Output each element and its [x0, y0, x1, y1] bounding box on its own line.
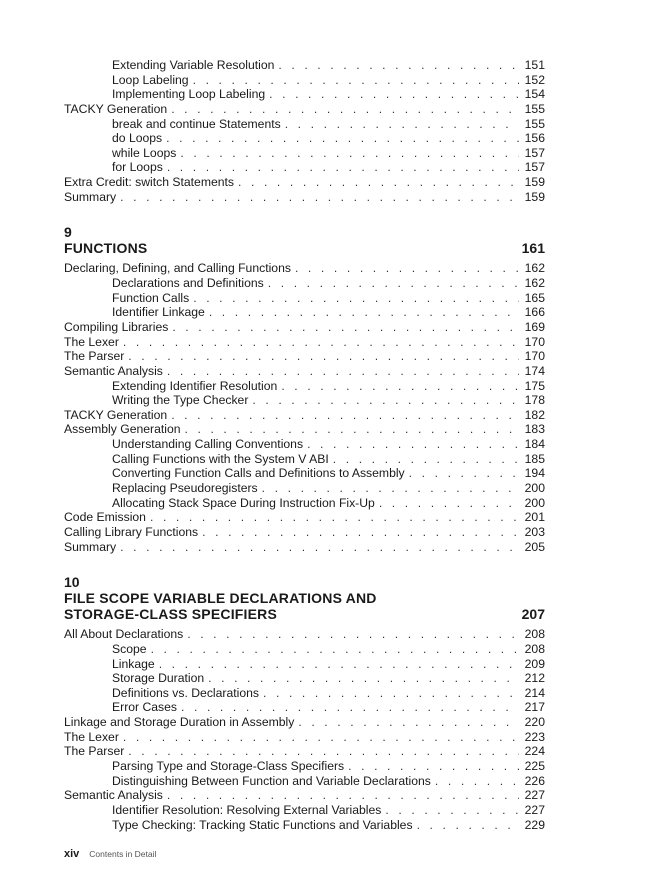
dot-leader	[417, 818, 519, 833]
toc-subentry	[64, 452, 545, 467]
entry-title: break and continue Statements	[112, 116, 281, 131]
entry-page-number: 226	[524, 773, 545, 788]
entry-title: The Lexer	[64, 729, 119, 744]
toc-entry	[64, 788, 545, 803]
dot-leader	[181, 700, 519, 715]
entry-title: All About Declarations	[64, 627, 184, 642]
toc-entry	[64, 175, 545, 190]
dot-leader	[252, 393, 519, 408]
toc-subentry	[64, 305, 545, 320]
entry-page-number: 182	[524, 407, 545, 422]
entry-page-number: 212	[524, 671, 545, 686]
dot-leader	[385, 803, 519, 818]
toc-subentry	[64, 131, 545, 146]
entry-title: Semantic Analysis	[64, 788, 163, 803]
entry-title: Identifier Resolution: Resolving External Variables	[112, 802, 382, 817]
entry-page-number: 200	[524, 495, 545, 510]
dot-leader	[151, 642, 519, 657]
entry-page-number: 205	[524, 539, 545, 554]
entry-page-number: 178	[524, 393, 545, 408]
entry-title: TACKY Generation	[64, 101, 168, 116]
entry-title: Calling Library Functions	[64, 524, 199, 539]
dot-leader	[435, 774, 519, 789]
toc-entry	[64, 510, 545, 525]
entry-page-number: 159	[524, 189, 545, 204]
entry-title: Extending Identifier Resolution	[112, 378, 278, 393]
dot-leader	[193, 291, 519, 306]
entry-page-number: 208	[524, 641, 545, 656]
toc-subentry	[64, 73, 545, 88]
entry-title: The Lexer	[64, 334, 119, 349]
toc-subentry	[64, 481, 545, 496]
entry-title: Parsing Type and Storage-Class Specifiers	[112, 758, 345, 773]
dot-leader	[333, 452, 519, 467]
dot-leader	[263, 686, 519, 701]
entry-title: Loop Labeling	[112, 72, 189, 87]
chapter-number: 10	[64, 574, 80, 591]
entry-page-number: 157	[524, 160, 545, 175]
entry-title: Code Emission	[64, 510, 146, 525]
toc-entry	[64, 320, 545, 335]
entry-page-number: 170	[524, 334, 545, 349]
entry-title: Storage Duration	[112, 671, 205, 686]
entry-page-number: 165	[524, 290, 545, 305]
dot-leader	[180, 146, 519, 161]
entry-title: Identifier Linkage	[112, 305, 205, 320]
entry-title: The Parser	[64, 744, 125, 759]
entry-title: Scope	[112, 641, 147, 656]
dot-leader	[209, 305, 519, 320]
chapter-number: 9	[64, 224, 72, 241]
dot-leader	[379, 496, 519, 511]
entry-title: Semantic Analysis	[64, 363, 163, 378]
entry-page-number: 155	[524, 116, 545, 131]
entry-title: Distinguishing Between Function and Variable Declarations	[112, 773, 431, 788]
dot-leader	[208, 671, 519, 686]
dot-leader	[193, 73, 519, 88]
entry-title: Implementing Loop Labeling	[112, 87, 266, 102]
entry-title: Extending Variable Resolution	[112, 58, 275, 72]
toc-page	[64, 58, 545, 832]
dot-leader	[307, 437, 519, 452]
dot-leader	[159, 657, 519, 672]
toc-subentry	[64, 117, 545, 132]
chapter-heading	[64, 574, 545, 622]
chapter-title: FILE SCOPE VARIABLE DECLARATIONS AND	[64, 590, 377, 607]
entry-page-number: 214	[524, 685, 545, 700]
toc-subentry	[64, 774, 545, 789]
toc-subentry	[64, 160, 545, 175]
entry-title: Definitions vs. Declarations	[112, 685, 259, 700]
dot-leader	[150, 510, 519, 525]
entry-page-number: 209	[524, 656, 545, 671]
dot-leader	[238, 175, 519, 190]
toc-entry	[64, 408, 545, 423]
dot-leader	[278, 58, 519, 73]
entry-title: The Parser	[64, 349, 125, 364]
entry-page-number: 159	[524, 175, 545, 190]
toc-entry	[64, 190, 545, 205]
toc-subentry	[64, 803, 545, 818]
dot-leader	[281, 379, 519, 394]
chapter-title: STORAGE-CLASS SPECIFIERS	[64, 606, 278, 623]
chapter-heading	[64, 224, 545, 256]
dot-leader	[269, 87, 519, 102]
entry-title: Assembly Generation	[64, 422, 181, 437]
toc-subentry	[64, 437, 545, 452]
toc-entry	[64, 730, 545, 745]
entry-title: do Loops	[112, 131, 163, 146]
entry-page-number: 156	[524, 131, 545, 146]
dot-leader	[298, 715, 519, 730]
dot-leader	[262, 481, 519, 496]
entry-title: Calling Functions with the System V ABI	[112, 451, 329, 466]
chapter-page-number: 161	[521, 240, 545, 257]
dot-leader	[409, 466, 519, 481]
dot-leader	[187, 627, 519, 642]
entry-page-number: 184	[524, 437, 545, 452]
entry-page-number: 174	[524, 363, 545, 378]
chapter-title-row	[64, 606, 545, 622]
toc-subentry	[64, 87, 545, 102]
entry-page-number: 154	[524, 87, 545, 102]
page-footer	[64, 848, 156, 860]
toc-subentry	[64, 818, 545, 833]
entry-title: Extra Credit: switch Statements	[64, 175, 235, 190]
chapter-title-row	[64, 590, 545, 606]
entry-title: Function Calls	[112, 290, 190, 305]
entry-page-number: 224	[524, 744, 545, 759]
entry-page-number: 217	[524, 700, 545, 715]
entry-page-number: 185	[524, 451, 545, 466]
entry-page-number: 151	[524, 58, 545, 72]
toc-subentry	[64, 393, 545, 408]
dot-leader	[285, 117, 519, 132]
toc-subentry	[64, 379, 545, 394]
entry-page-number: 227	[524, 788, 545, 803]
entry-page-number: 157	[524, 145, 545, 160]
entry-page-number: 229	[524, 817, 545, 832]
footer-running-title: Contents in Detail	[89, 849, 157, 859]
toc-subentry	[64, 58, 545, 73]
toc-subentry	[64, 686, 545, 701]
dot-leader	[167, 364, 519, 379]
entry-page-number: 183	[524, 422, 545, 437]
toc-subentry	[64, 291, 545, 306]
entry-title: Allocating Stack Space During Instruction Fix-Up	[112, 495, 375, 510]
entry-page-number: 170	[524, 349, 545, 364]
toc-entry	[64, 335, 545, 350]
entry-title: Converting Function Calls and Definitions to Assembly	[112, 466, 405, 481]
entry-title: Linkage and Storage Duration in Assembly	[64, 715, 295, 730]
chapter-page-number: 207	[521, 606, 545, 623]
toc-subentry	[64, 759, 545, 774]
toc-subentry	[64, 466, 545, 481]
entry-page-number: 166	[524, 305, 545, 320]
chapter-title-row	[64, 240, 545, 256]
toc-entry	[64, 349, 545, 364]
entry-title: Declaring, Defining, and Calling Functions	[64, 261, 291, 276]
toc-entry	[64, 102, 545, 117]
toc-subentry	[64, 700, 545, 715]
dot-leader	[185, 422, 519, 437]
entry-title: Type Checking: Tracking Static Functions and Variables	[112, 817, 413, 832]
entry-title: Error Cases	[112, 700, 178, 715]
entry-page-number: 227	[524, 802, 545, 817]
dot-leader	[295, 261, 519, 276]
dot-leader	[123, 730, 519, 745]
entry-page-number: 162	[524, 261, 545, 276]
toc-subentry	[64, 146, 545, 161]
entry-page-number: 203	[524, 524, 545, 539]
toc-entry	[64, 422, 545, 437]
entry-title: for Loops	[112, 160, 163, 175]
entry-title: Understanding Calling Conventions	[112, 437, 304, 452]
entry-page-number: 225	[524, 758, 545, 773]
entry-title: Summary	[64, 539, 117, 554]
entry-page-number: 162	[524, 276, 545, 291]
toc-entry	[64, 525, 545, 540]
entry-page-number: 208	[524, 627, 545, 642]
dot-leader	[202, 525, 519, 540]
toc-subentry	[64, 642, 545, 657]
table-of-contents	[64, 58, 545, 832]
entry-page-number: 194	[524, 466, 545, 481]
entry-title: Linkage	[112, 656, 155, 671]
dot-leader	[128, 349, 519, 364]
entry-page-number: 152	[524, 72, 545, 87]
entry-page-number: 220	[524, 715, 545, 730]
footer-page-number: xiv	[64, 848, 80, 860]
dot-leader	[123, 335, 519, 350]
dot-leader	[166, 131, 519, 146]
toc-entry	[64, 364, 545, 379]
toc-subentry	[64, 276, 545, 291]
entry-page-number: 155	[524, 101, 545, 116]
dot-leader	[120, 540, 519, 555]
chapter-title: FUNCTIONS	[64, 240, 148, 257]
dot-leader	[171, 102, 519, 117]
toc-subentry	[64, 496, 545, 511]
dot-leader	[348, 759, 519, 774]
dot-leader	[167, 160, 519, 175]
entry-title: Compiling Libraries	[64, 319, 169, 334]
entry-title: Replacing Pseudoregisters	[112, 481, 258, 496]
dot-leader	[120, 190, 519, 205]
entry-page-number: 223	[524, 729, 545, 744]
entry-title: Summary	[64, 189, 117, 204]
toc-entry	[64, 261, 545, 276]
toc-entry	[64, 744, 545, 759]
entry-page-number: 175	[524, 378, 545, 393]
entry-title: TACKY Generation	[64, 407, 168, 422]
dot-leader	[172, 320, 519, 335]
entry-title: Declarations and Definitions	[112, 276, 264, 291]
toc-entry	[64, 627, 545, 642]
dot-leader	[171, 408, 519, 423]
dot-leader	[128, 744, 519, 759]
entry-title: while Loops	[112, 145, 177, 160]
dot-leader	[268, 276, 519, 291]
toc-subentry	[64, 671, 545, 686]
toc-entry	[64, 540, 545, 555]
toc-entry	[64, 715, 545, 730]
dot-leader	[167, 788, 519, 803]
entry-page-number: 169	[524, 319, 545, 334]
entry-title: Writing the Type Checker	[112, 393, 249, 408]
entry-page-number: 201	[524, 510, 545, 525]
toc-subentry	[64, 657, 545, 672]
entry-page-number: 200	[524, 481, 545, 496]
